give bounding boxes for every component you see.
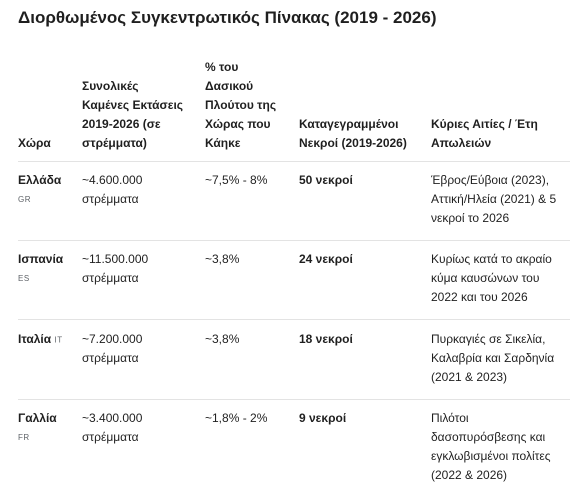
- row-greece-percent: ~7,5% - 8%: [205, 173, 268, 187]
- row-spain-percent: ~3,8%: [205, 252, 240, 266]
- country-code: IT: [54, 335, 63, 345]
- country-code: GR: [18, 195, 31, 204]
- header-country: Χώρα: [18, 136, 51, 150]
- header-divider: [18, 161, 570, 162]
- row-italy-area: ~7.200.000 στρέμματα: [82, 332, 143, 365]
- row-greece-country: Ελλάδα GR: [18, 171, 61, 209]
- country-code: FR: [18, 433, 30, 442]
- row-spain-country: Ισπανία ES: [18, 250, 63, 288]
- row-france-deaths: 9 νεκροί: [299, 411, 347, 425]
- row-divider: [18, 240, 570, 241]
- header-causes: Κύριες Αιτίες / Έτη Απωλειών: [431, 117, 538, 150]
- row-spain-area: ~11.500.000 στρέμματα: [82, 252, 149, 285]
- row-divider: [18, 399, 570, 400]
- row-spain-deaths: 24 νεκροί: [299, 252, 353, 266]
- row-france-causes: Πιλότοι δασοπυρόσβεσης και εγκλωβισμένοι πολίτες (2022 & 2026): [431, 411, 551, 482]
- header-deaths: Καταγεγραμμένοι Νεκροί (2019-2026): [299, 117, 407, 150]
- row-france-percent: ~1,8% - 2%: [205, 411, 268, 425]
- row-italy-causes: Πυρκαγιές σε Σικελία, Καλαβρία και Σαρδηνία (2021 & 2023): [431, 332, 555, 384]
- row-greece-deaths: 50 νεκροί: [299, 173, 353, 187]
- page-title: Διορθωμένος Συγκεντρωτικός Πίνακας (2019 - 2026): [18, 8, 437, 27]
- row-italy-percent: ~3,8%: [205, 332, 240, 346]
- header-percent: % του Δασικού Πλούτου της Χώρας που Κάηκε: [205, 60, 277, 150]
- row-france-country: Γαλλία FR: [18, 409, 57, 447]
- row-france-area: ~3.400.000 στρέμματα: [82, 411, 143, 444]
- country-code: ES: [18, 274, 30, 283]
- row-spain-causes: Κυρίως κατά το ακραίο κύμα καυσώνων του 2022 και του 2026: [431, 252, 552, 304]
- row-italy-deaths: 18 νεκροί: [299, 332, 353, 346]
- header-area: Συνολικές Καμένες Εκτάσεις 2019-2026 (σε στρέμματα): [82, 79, 184, 150]
- row-greece-area: ~4.600.000 στρέμματα: [82, 173, 143, 206]
- row-divider: [18, 319, 570, 320]
- row-greece-causes: Έβρος/Εύβοια (2023), Αττική/Ηλεία (2021) & 5 νεκροί το 2026: [431, 173, 557, 225]
- row-italy-country: Ιταλία IT: [18, 332, 63, 346]
